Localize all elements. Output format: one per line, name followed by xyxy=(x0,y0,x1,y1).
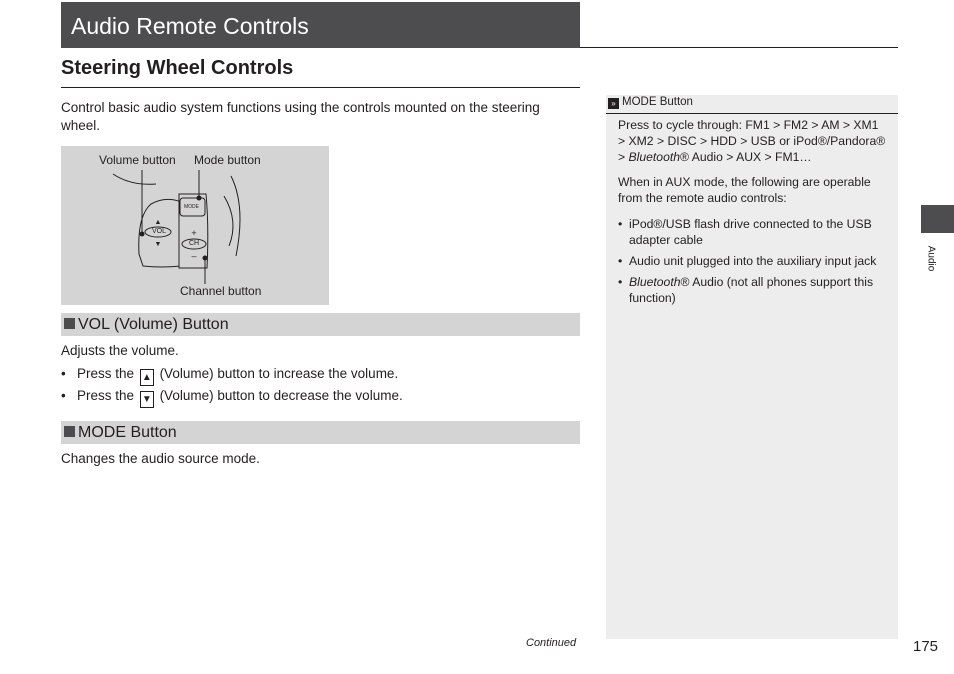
bluetooth-italic: Bluetooth xyxy=(629,275,681,289)
bullet-icon: • xyxy=(618,275,623,289)
list-item xyxy=(618,216,890,248)
bullet-text-post: (Volume) button to decrease the volume. xyxy=(159,388,403,403)
aux-intro: When in AUX mode, the following are operable from the remote audio controls: xyxy=(618,175,871,205)
sidebar-bullet-text: Audio unit plugged into the auxiliary input jack xyxy=(629,254,877,268)
bluetooth-italic: Bluetooth xyxy=(628,150,681,164)
bullet-text-pre: Press the xyxy=(77,388,135,403)
volume-button-label: Volume button xyxy=(99,153,176,167)
cycle-line-3-pre: > xyxy=(618,150,626,164)
vol-heading-text: VOL (Volume) Button xyxy=(78,316,229,333)
list-item xyxy=(618,253,890,269)
list-item xyxy=(61,388,403,408)
svg-text:–: – xyxy=(191,251,197,261)
sidebar-bullet-text: ® Audio (not all phones support this function) xyxy=(629,275,874,305)
steering-controls-illustration xyxy=(61,146,329,305)
sidebar-heading xyxy=(606,95,898,113)
bullet-icon: • xyxy=(61,388,66,403)
heading-square-icon xyxy=(64,426,75,437)
cycle-line-1: Press to cycle through: FM1 > FM2 > AM > XM1 xyxy=(618,118,879,132)
cycle-line-2: > XM2 > DISC > HDD > USB or iPod®/Pandora® xyxy=(618,134,886,148)
chapter-tab-label: Audio xyxy=(925,245,937,272)
mode-key-text: MODE xyxy=(184,204,199,210)
page-title: Audio Remote Controls xyxy=(71,13,309,39)
bullet-icon: • xyxy=(618,254,623,268)
bullet-icon: • xyxy=(618,217,623,231)
svg-text:▲: ▲ xyxy=(154,219,162,226)
bullet-text-pre: Press the xyxy=(77,366,135,381)
heading-square-icon xyxy=(64,318,75,329)
mode-description: Changes the audio source mode. xyxy=(61,451,260,466)
steering-wheel-figure xyxy=(61,146,329,305)
page-number: 175 xyxy=(913,638,939,655)
reference-arrow-icon: » xyxy=(608,98,619,109)
sidebar-heading-text: MODE Button xyxy=(622,96,693,108)
section-title: Steering Wheel Controls xyxy=(61,57,294,79)
list-item xyxy=(618,274,890,306)
title-divider xyxy=(580,47,898,48)
cycle-line-3-post: ® Audio > AUX > FM1… xyxy=(680,150,812,164)
vol-key-text: VOL xyxy=(152,228,167,235)
vol-description: Adjusts the volume. xyxy=(61,343,179,358)
cycle-text xyxy=(618,117,890,165)
mode-heading-text: MODE Button xyxy=(78,424,177,441)
svg-text:▼: ▼ xyxy=(154,241,162,248)
ch-key-text: CH xyxy=(189,240,200,247)
bullet-icon: • xyxy=(61,366,66,381)
channel-button-label: Channel button xyxy=(180,284,262,298)
cycle-line-3 xyxy=(618,149,890,165)
mode-button-label: Mode button xyxy=(194,153,261,167)
sidebar-divider xyxy=(606,113,898,114)
volume-up-icon: ▲ xyxy=(140,369,154,386)
sidebar-note xyxy=(606,95,898,639)
chapter-tab xyxy=(921,205,954,233)
sidebar-bullet-text: iPod®/USB flash drive connected to the USB adapter cable xyxy=(629,217,872,247)
vol-section-heading xyxy=(61,313,580,336)
svg-text:+: + xyxy=(191,228,197,238)
volume-down-icon: ▼ xyxy=(140,391,154,408)
bullet-text-post: (Volume) button to increase the volume. xyxy=(159,366,399,381)
page-title-bar xyxy=(61,2,580,48)
section-divider xyxy=(61,87,580,88)
mode-section-heading xyxy=(61,421,580,444)
continued-note: Continued xyxy=(526,637,577,649)
intro-paragraph: Control basic audio system functions using the controls mounted on the steering wheel. xyxy=(61,100,540,133)
list-item xyxy=(61,366,398,386)
